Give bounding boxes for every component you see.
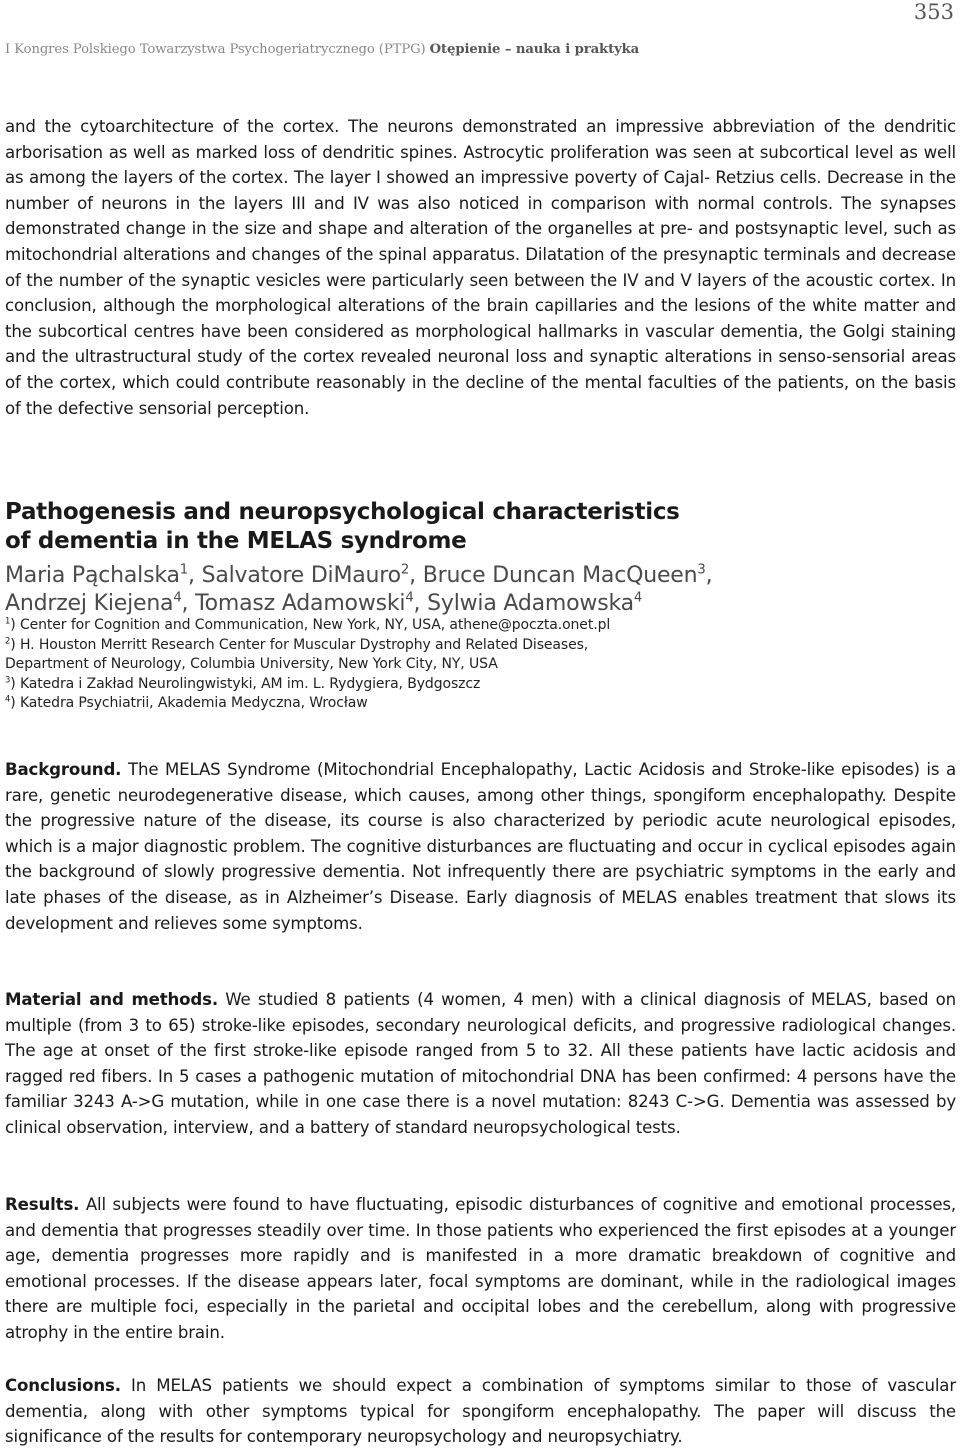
article-title bbox=[5, 498, 956, 555]
author-sep: , bbox=[181, 590, 196, 616]
author-affil-ref: 3 bbox=[697, 562, 706, 578]
affiliation-text: ) Katedra Psychiatrii, Akademia Medyczna, Wrocław bbox=[10, 695, 368, 712]
title-line-2: of dementia in the MELAS syndrome bbox=[5, 527, 467, 554]
author-list bbox=[5, 562, 956, 617]
author-affil-ref: 2 bbox=[400, 562, 410, 578]
author-sep: , bbox=[187, 563, 202, 588]
previous-abstract-continuation bbox=[5, 114, 956, 421]
author-affil-ref: 4 bbox=[633, 590, 643, 606]
affiliation-number: 1 bbox=[5, 615, 11, 626]
background-text: The MELAS Syndrome (Mitochondrial Encephalopathy, Lactic Acidosis and Stroke-like episodes) is a rare, genetic neurodegenerative disease, which causes, among other things, spongiform encephalopathy. Despite the progressive nature of the disease, its course is also characterized by periodic acute neurological episodes, which is a major diagnostic problem. The cognitive disturbances are fluctuating and occur in cyclical episodes again the background of slowly progressive dementia. Not infrequently there are psychiatric symptoms in the early and late phases of the disease, as in Alzheimer’s Disease. Early diagnosis of MELAS enables treatment that slows its development and relieves some symptoms. bbox=[5, 760, 956, 933]
section-conclusions bbox=[5, 1373, 956, 1450]
running-header bbox=[5, 42, 639, 57]
affiliation-text: ) H. Houston Merritt Research Center for Muscular Dystrophy and Related Diseases, bbox=[10, 636, 589, 653]
affiliation-number: 3 bbox=[5, 674, 11, 685]
intro-paragraph: and the cytoarchitecture of the cortex. The neurons demonstrated an impressive abbreviation of the dendritic arborisation as well as marked loss of dendritic spines. Astrocytic proliferation was seen at subcortical level as well as among the layers of the cortex. The layer I showed an impressive poverty of Cajal- Retzius cells. Decrease in the number of neurons in the layers III and IV was also noticed in comparison with normal controls. The synapses demonstrated change in the size and shape and alteration of the organelles at pre- and postsynaptic level, such as mitochondrial alterations and changes of the spinal apparatus. Dilatation of the presynaptic terminals and decrease of the number of the synaptic vesicles were particularly seen between the IV and V layers of the acoustic cortex. In conclusion, although the morphological alterations of the brain capillaries and the lesions of the white matter and the subcortical centres have been considered as morphological hallmarks in vascular dementia, the Golgi staining and the ultrastructural study of the cortex revealed neuronal loss and synaptic alterations in senso-sensorial areas of the cortex, which could contribute reasonably in the decline of the mental faculties of the patients, on the basis of the defective sensorial perception. bbox=[5, 117, 956, 418]
affiliation-number: 2 bbox=[5, 634, 11, 645]
results-label: Results. bbox=[5, 1195, 80, 1214]
author-sep: , bbox=[409, 563, 423, 588]
conclusions-paragraph bbox=[5, 1373, 956, 1450]
author-sep: , bbox=[413, 590, 428, 616]
author-name: Tomasz Adamowski bbox=[195, 590, 406, 616]
author-name: Andrzej Kiejena bbox=[5, 590, 174, 616]
affiliation-line bbox=[5, 675, 956, 695]
affiliation-line bbox=[5, 694, 956, 714]
conclusions-text: In MELAS patients we should expect a combination of symptoms similar to those of vascular dementia, along with other symptoms typical for spongiform encephalopathy. The paper will discuss the significance of the results for contemporary neuropsychology and neuropsychiatry. bbox=[5, 1376, 956, 1447]
author-line-1 bbox=[5, 562, 956, 590]
methods-paragraph bbox=[5, 987, 956, 1141]
conclusions-label: Conclusions. bbox=[5, 1376, 121, 1395]
affiliation-text: ) Katedra i Zakład Neurolingwistyki, AM im. L. Rydygiera, Bydgoszcz bbox=[10, 675, 481, 692]
author-sep: , bbox=[705, 563, 713, 588]
affiliation-text: ) Center for Cognition and Communication, New York, NY, USA, athene@poczta.onet.pl bbox=[10, 617, 611, 633]
background-label: Background. bbox=[5, 760, 122, 779]
affiliation-line bbox=[5, 636, 956, 656]
section-methods bbox=[5, 987, 956, 1141]
results-text: All subjects were found to have fluctuating, episodic disturbances of cognitive and emotional processes, and dementia that progresses steadily over time. In those patients who experienced the first episodes at a younger age, dementia progresses more rapidly and is manifested in a more dramatic breakdown of cognitive and emotional processes. If the disease appears later, focal symptoms are dominant, while in the radiological images there are multiple foci, especially in the parietal and occipital lobes and the cerebellum, along with progressive atrophy in the entire brain. bbox=[5, 1195, 956, 1342]
header-topic: Otępienie – nauka i praktyka bbox=[429, 42, 640, 57]
affiliations bbox=[5, 616, 956, 714]
affiliation-line bbox=[5, 616, 956, 636]
methods-label: Material and methods. bbox=[5, 990, 218, 1009]
author-affil-ref: 4 bbox=[173, 590, 182, 606]
section-background bbox=[5, 757, 956, 936]
author-name: Maria Pąchalska bbox=[5, 563, 180, 588]
methods-text: We studied 8 patients (4 women, 4 men) with a clinical diagnosis of MELAS, based on multiple (from 3 to 65) stroke-like episodes, secondary neurological deficits, and progressive radiological changes. The age at onset of the first stroke-like episode ranged from 5 to 32. All these patients have lactic acidosis and ragged red fibers. In 5 cases a pathogenic mutation of mitochondrial DNA has been confirmed: 4 persons have the familiar 3243 A->G mutation, while in one case there is a novel mutation: 8243 C->G. Dementia was assessed by clinical observation, interview, and a battery of standard neuropsychological tests. bbox=[5, 990, 956, 1137]
background-paragraph bbox=[5, 757, 956, 936]
section-results bbox=[5, 1192, 956, 1346]
author-affil-ref: 1 bbox=[179, 562, 188, 578]
author-name: Sylwia Adamowska bbox=[427, 590, 634, 616]
affiliation-number: 4 bbox=[5, 693, 11, 704]
author-name: Salvatore DiMauro bbox=[201, 563, 401, 588]
author-line-2 bbox=[5, 590, 956, 618]
title-line-1: Pathogenesis and neuropsychological characteristics bbox=[5, 499, 680, 525]
affiliation-line bbox=[5, 655, 956, 675]
results-paragraph bbox=[5, 1192, 956, 1346]
author-name: Bruce Duncan MacQueen bbox=[422, 563, 698, 588]
author-affil-ref: 4 bbox=[405, 590, 414, 606]
header-conference: I Kongres Polskiego Towarzystwa Psychogeriatrycznego (PTPG) bbox=[5, 42, 426, 57]
page-number: 353 bbox=[913, 0, 954, 24]
affiliation-text: Department of Neurology, Columbia University, New York City, NY, USA bbox=[5, 656, 498, 673]
